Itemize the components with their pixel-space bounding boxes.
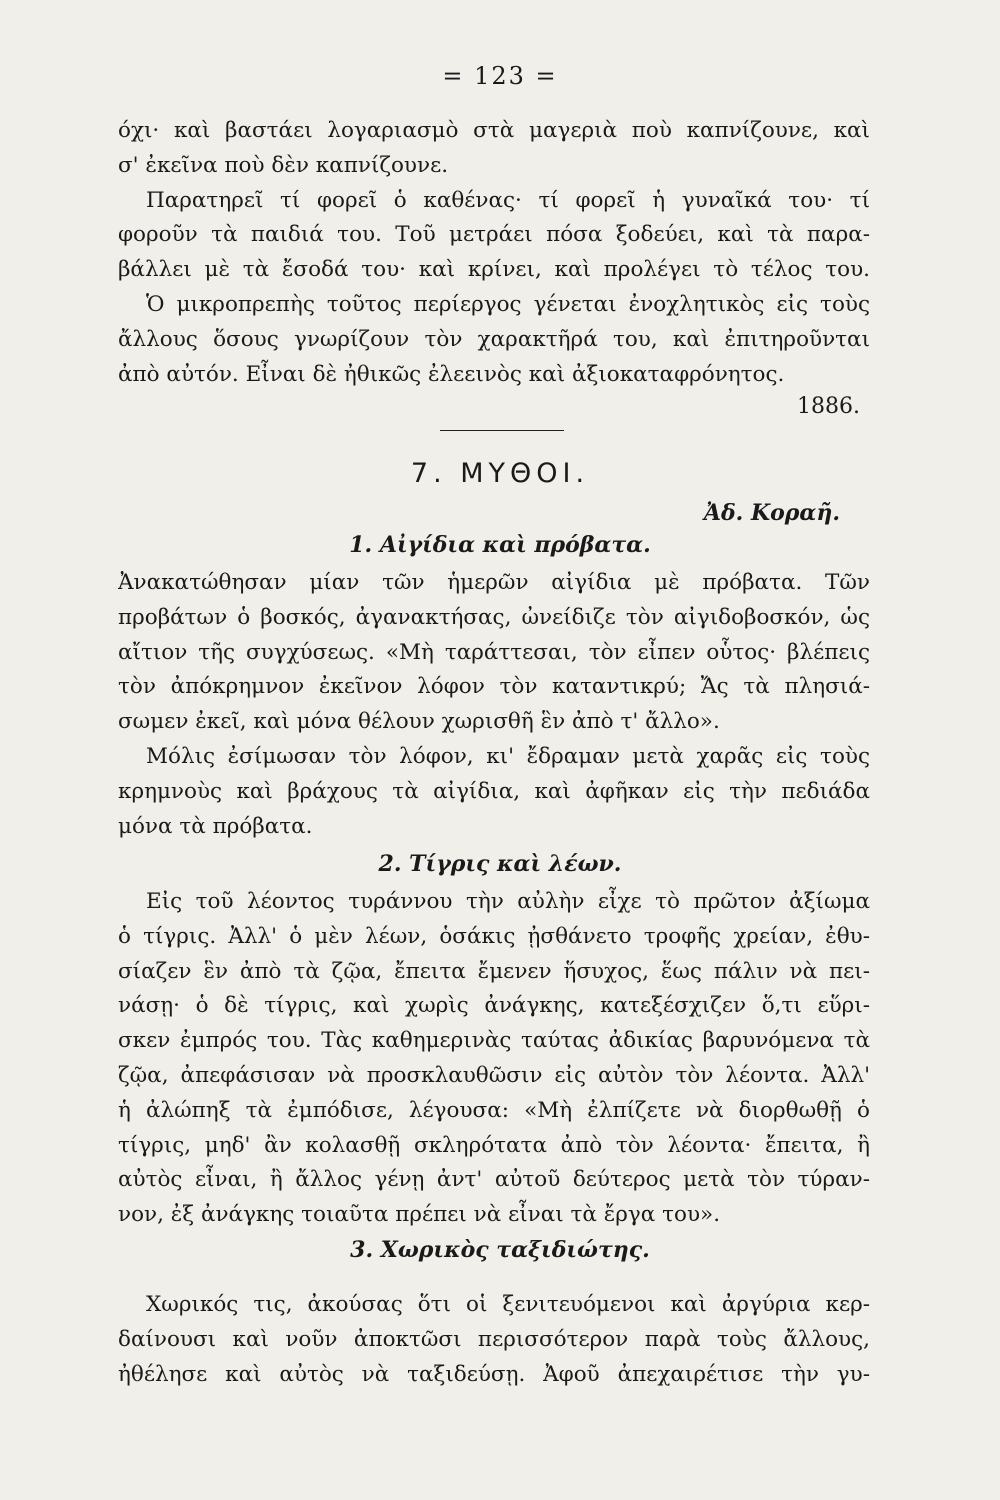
- text-line: αἴτιον τῆς συγχύσεως. «Μὴ ταράττεσαι, τὸν εἶπεν οὗτος· βλέπεις: [118, 639, 870, 665]
- text-line: τίγρις, μηδ' ἂν κολασθῇ σκληρότατα ἀπὸ τὸν λέοντα· ἔπειτα, ἢ: [118, 1132, 870, 1158]
- text-line: Χωρικός τις, ἀκούσας ὅτι οἱ ξενιτευόμενοι καὶ ἀργύρια κερ-: [146, 1292, 870, 1317]
- text-line: Παρατηρεῖ τί φορεῖ ὁ καθένας· τί φορεῖ ἡ γυναῖκά του· τί: [146, 187, 870, 213]
- text-line: μόνα τὰ πρόβατα.: [118, 813, 313, 839]
- text-line: τὸν ἀπόκρημνον ἐκεῖνον λόφον τὸν καταντικρύ; Ἄς τὰ πλησιά-: [118, 674, 870, 700]
- chapter-title: 7. ΜΥΘΟΙ.: [410, 458, 590, 489]
- text-line: όχι· καὶ βαστάει λογαριασμὸ στὰ μαγεριὰ ποὺ καπνίζουνε, καὶ: [118, 118, 870, 143]
- text-line: νον, ἐξ ἀνάγκης τοιαῦτα πρέπει νὰ εἶναι τὰ ἔργα του».: [118, 1202, 721, 1228]
- text-line: ἡ ἀλώπηξ τὰ ἐμπόδισε, λέγουσα: «Μὴ ἐλπίζετε νὰ διορθωθῇ ὁ: [118, 1097, 870, 1123]
- text-line: Ἀνακατώθησαν μίαν τῶν ἡμερῶν αἰγίδια μὲ πρόβατα. Τῶν: [118, 570, 870, 595]
- section-divider: [440, 430, 564, 431]
- fable-text: [118, 1288, 870, 1392]
- text-line: κρημνοὺς καὶ βράχους τὰ αἰγίδια, καὶ ἀφῆκαν εἰς τὴν πεδιάδα: [118, 778, 870, 804]
- fable-heading: 3. Χωρικὸς ταξιδιώτης.: [350, 1237, 650, 1263]
- text-line: ἄλλους ὅσους γνωρίζουν τὸν χαρακτῆρά του, καὶ ἐπιτηροῦνται: [118, 326, 870, 352]
- page-number: = 123 =: [442, 62, 558, 90]
- text-line: νάσῃ· ὁ δὲ τίγρις, καὶ χωρὶς ἀνάγκης, κατεξέσχιζεν ὅ,τι εὕρι-: [118, 993, 870, 1019]
- text-line: σκεν ἐμπρός του. Τὰς καθημερινὰς ταύτας ἀδικίας βαρυνόμενα τὰ: [118, 1028, 870, 1054]
- fable-text: [118, 566, 870, 844]
- text-line: Ὁ μικροπρεπὴς τοῦτος περίεργος γένεται ἐνοχλητικὸς εἰς τοὺς: [146, 291, 870, 317]
- fable-heading: 2. Τίγρις καὶ λέων.: [378, 851, 622, 877]
- text-line: φοροῦν τὰ παιδιά του. Τοῦ μετράει πόσα ξοδεύει, καὶ τὰ παρα-: [118, 222, 870, 248]
- text-line: βάλλει μὲ τὰ ἔσοδά του· καὶ κρίνει, καὶ προλέγει τὸ τέλος του.: [118, 257, 870, 283]
- text-line: ἀπὸ αὐτόν. Εἶναι δὲ ἠθικῶς ἐλεεινὸς καὶ ἀξιοκαταφρόνητος.: [118, 361, 785, 387]
- author-name: Ἀδ. Κοραῆ.: [703, 500, 840, 526]
- text-line: Εἰς τοῦ λέοντος τυράννου τὴν αὐλὴν εἶχε τὸ πρῶτον ἀξίωμα: [146, 889, 870, 914]
- text-line: σίαζεν ἓν ἀπὸ τὰ ζῷα, ἔπειτα ἔμενεν ἥσυχος, ἕως πάλιν νὰ πει-: [118, 958, 870, 984]
- fable-text: [118, 885, 870, 1233]
- intro-paragraphs: [118, 114, 870, 392]
- text-line: ζῷα, ἀπεφάσισαν νὰ προσκλαυθῶσιν εἰς αὐτὸν τὸν λέοντα. Ἀλλ': [118, 1062, 870, 1088]
- text-line: ὁ τίγρις. Ἀλλ' ὁ μὲν λέων, ὁσάκις ᾐσθάνετο τροφῆς χρείαν, ἐθυ-: [118, 923, 870, 949]
- text-line: αὐτὸς εἶναι, ἢ ἄλλος γένῃ ἀντ' αὐτοῦ δεύτερος μετὰ τὸν τύραν-: [118, 1167, 870, 1193]
- text-line: ἠθέλησε καὶ αὐτὸς νὰ ταξιδεύσῃ. Ἀφοῦ ἀπεχαιρέτισε τὴν γυ-: [118, 1361, 870, 1387]
- text-line: Μόλις ἐσίμωσαν τὸν λόφον, κι' ἔδραμαν μετὰ χαρᾶς εἰς τοὺς: [146, 743, 870, 769]
- text-line: δαίνουσι καὶ νοῦν ἀποκτῶσι περισσότερον παρὰ τοὺς ἄλλους,: [118, 1326, 870, 1352]
- fable-heading: 1. Αἰγίδια καὶ πρόβατα.: [349, 532, 651, 558]
- text-line: προβάτων ὁ βοσκός, ἀγανακτήσας, ὠνείδιζε τὸν αἰγιδοβοσκόν, ὡς: [118, 604, 870, 630]
- essay-date: 1886.: [797, 394, 860, 419]
- text-line: σωμεν ἐκεῖ, καὶ μόνα θέλουν χωρισθῆ ἓν ἀπὸ τ' ἄλλο».: [118, 709, 720, 735]
- text-line: σ' ἐκεῖνα ποὺ δὲν καπνίζουνε.: [118, 152, 449, 178]
